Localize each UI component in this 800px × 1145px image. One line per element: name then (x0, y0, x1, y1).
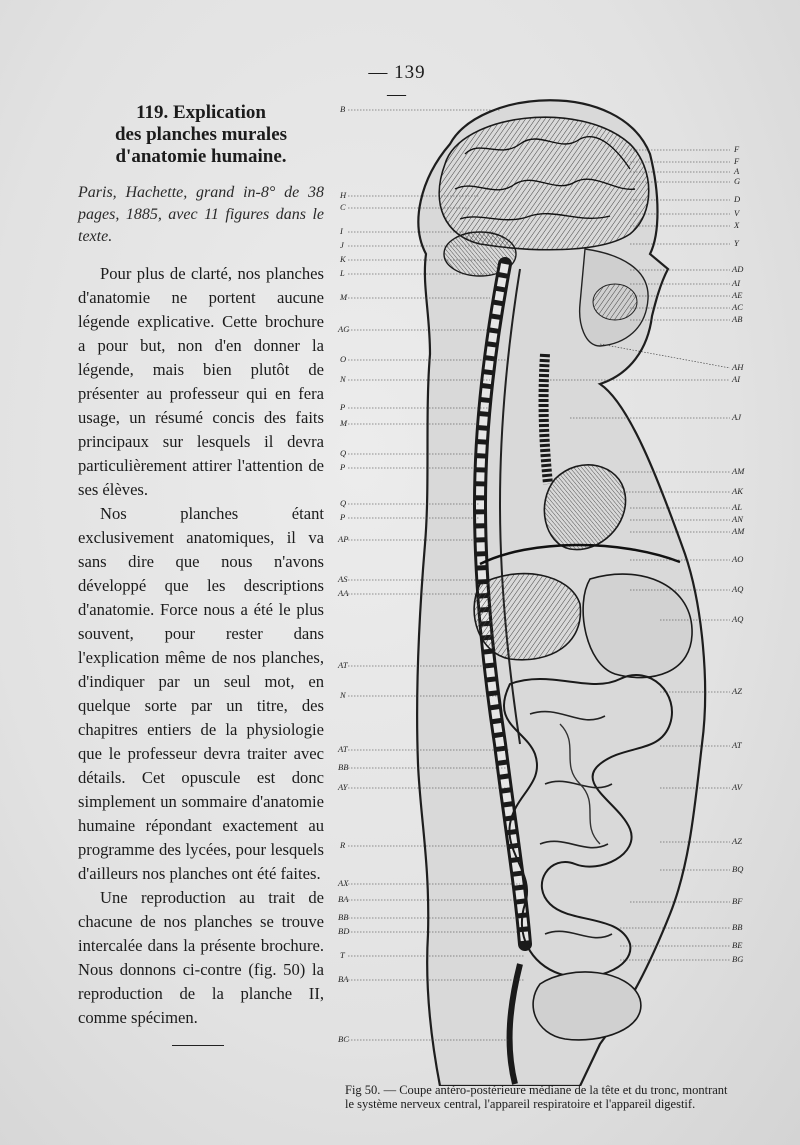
figure-label: AI (732, 374, 741, 384)
figure-label: AT (338, 744, 348, 754)
figure-label: AC (732, 302, 743, 312)
paragraph: Nos planches étant exclusivement anatomiques, il va sans dire que nous n'avons développé que les descriptions d'anatomie. Force nous a été le plus souvent, pour rester dans l'explication même de nos planches, d'indiquer par un seul mot, en quelque sorte par un titre, des chapitres entiers de la physiologie que le professeur devra traiter avec détails. Cet opuscule est donc simplement un sommaire d'anatomie humaine répondant exactement au programme des lycées, pour lesquels d'ailleurs nos planches ont été faites. (78, 504, 324, 883)
figure-label: L (340, 268, 345, 278)
paragraph: Une reproduction au trait de chacune de nos planches se trouve intercalée dans la présente brochure. Nous donnons ci-contre (fig. 50) la reproduction de la planche II, comme spécimen. (78, 888, 324, 1027)
figure-label: Q (340, 498, 347, 508)
figure-label: P (340, 402, 346, 412)
figure-label: T (340, 950, 345, 960)
figure-label: AQ (732, 614, 744, 624)
figure-label: J (340, 240, 344, 250)
title-line: des planches murales (114, 124, 288, 145)
figure-label: AM (732, 526, 745, 536)
separator-rule (172, 1045, 224, 1046)
figure-label: G (734, 176, 741, 186)
figure-label: O (340, 354, 347, 364)
figure-label: I (340, 226, 343, 236)
caption-text: — Coupe antéro-postérieure médiane de la tête et du tronc, montrant le système nerveux central, l'appareil respiratoire et l'appareil digestif. (345, 1083, 728, 1111)
figure-label: F (734, 144, 740, 154)
figure-label: V (734, 208, 740, 218)
figure-label: BE (732, 940, 743, 950)
figure-label: N (340, 374, 346, 384)
figure-label: AZ (732, 836, 742, 846)
figure-label: AM (732, 466, 745, 476)
bibliographic-citation: Paris, Hachette, grand in-8° de 38 pages, 1885, avec 11 figures dans le texte. (78, 184, 324, 245)
figure-label: AK (732, 486, 743, 496)
figure-label: AS (338, 574, 348, 584)
figure-label: M (340, 418, 348, 428)
figure-label: AE (732, 290, 743, 300)
figure-label: BF (732, 896, 743, 906)
figure-label: AY (338, 782, 348, 792)
figure-label: AB (732, 314, 743, 324)
figure-label: AO (732, 554, 744, 564)
figure-label: AN (732, 514, 743, 524)
figure-label: K (340, 254, 346, 264)
right-labels (731, 144, 745, 964)
figure-label: AX (338, 878, 349, 888)
figure-label: AT (732, 740, 742, 750)
anatomy-illustration (330, 84, 770, 1086)
figure-label: AP (338, 534, 349, 544)
figure-label: P (340, 462, 346, 472)
figure-label: AL (732, 502, 742, 512)
figure-label: AA (338, 588, 349, 598)
figure-label: X (734, 220, 740, 230)
caption-prefix: Fig 50. (345, 1083, 381, 1097)
figure-label: BB (338, 762, 349, 772)
title-line: d'anatomie humaine. (115, 146, 287, 167)
figure-label: BC (338, 1034, 349, 1044)
figure-label: A (734, 166, 740, 176)
bladder (533, 972, 641, 1040)
figure-label: AJ (732, 412, 741, 422)
figure-label: AI (732, 278, 741, 288)
paragraph: Pour plus de clarté, nos planches d'anatomie ne portent aucune légende explicative. Cette brochure a pour but, non d'en donner la légende, mais bien plutôt de présenter au professeur qui en fera usage, un résumé concis des faits principaux sur lesquels il devra particulièrement attirer l'attention de ses élèves. (78, 264, 324, 499)
page-number: — 139 — (368, 62, 426, 105)
figure-label: BB (732, 922, 743, 932)
figure-label: C (340, 202, 346, 212)
figure-label: H (340, 190, 347, 200)
figure-label: M (340, 292, 348, 302)
title-line: 119. Explication (136, 102, 266, 123)
figure-label: AQ (732, 584, 744, 594)
figure-label: BQ (732, 864, 744, 874)
figure-label: N (340, 690, 346, 700)
figure-label: Y (734, 238, 739, 248)
figure-label: R (340, 840, 346, 850)
liver (474, 574, 580, 660)
figure-label: AD (732, 264, 744, 274)
text-column (78, 102, 324, 1030)
figure-label: AG (338, 324, 350, 334)
figure-label: AT (338, 660, 348, 670)
figure-label: AH (732, 362, 744, 372)
figure-label: BA (338, 974, 349, 984)
figure-label: D (734, 194, 741, 204)
figure-label: Q (340, 448, 347, 458)
figure-label: BA (338, 894, 349, 904)
figure-label: AZ (732, 686, 742, 696)
left-labels (337, 104, 350, 1044)
figure-label: P (340, 512, 346, 522)
figure-label: AV (732, 782, 742, 792)
figure-caption (345, 1083, 735, 1111)
section-title (78, 102, 324, 168)
figure-label: BG (732, 954, 744, 964)
figure-label: B (340, 104, 346, 114)
figure-label: BD (338, 926, 350, 936)
figure-label: BB (338, 912, 349, 922)
figure-label: F (734, 156, 740, 166)
anatomy-figure (330, 84, 770, 1086)
